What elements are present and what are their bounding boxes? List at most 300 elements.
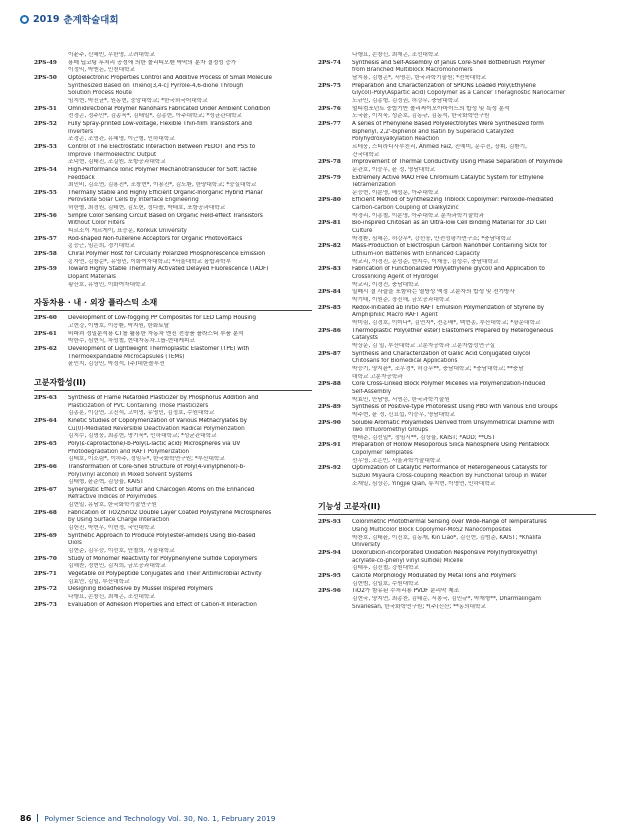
entry-title-line bbox=[34, 571, 312, 579]
entry-code: 2PS-68 bbox=[34, 509, 57, 516]
entry-text: 김현일, 유남호, 한국화학기술연구원 bbox=[68, 502, 157, 509]
entry-text: Biphenyl, 2,2'-biphenol and Isatin by Superacid Catalyzed bbox=[352, 128, 514, 135]
entry-code bbox=[318, 251, 352, 259]
entry-code: 2PS-93 bbox=[318, 519, 341, 526]
entry-title-line bbox=[34, 315, 312, 323]
entry-text: Poly(vinyl alcohol) in Mixed Solvent Systems bbox=[68, 471, 193, 478]
entry-title-line bbox=[34, 60, 312, 68]
entry-code: 2PS-76 bbox=[318, 105, 341, 112]
entry-text: 황산호, 유영민, 이화여자대학교 bbox=[68, 281, 146, 288]
entry-author-line bbox=[34, 433, 312, 441]
entry-code bbox=[34, 594, 68, 602]
entry-text: Self-Assembly bbox=[352, 388, 392, 395]
entry-code: 2PS-61 bbox=[34, 330, 57, 337]
entry-text: Fabrication of TiO2/SnO2 Double Layer Coated Polystyrene Microspheres bbox=[68, 509, 272, 516]
entry-code bbox=[318, 435, 352, 443]
entry-code bbox=[318, 427, 352, 435]
entry-title-line bbox=[34, 106, 312, 114]
entry-code bbox=[318, 335, 352, 343]
entry-author-line bbox=[318, 282, 596, 290]
entry-code: 2PS-79 bbox=[318, 174, 341, 181]
entry-code: 2PS-65 bbox=[34, 440, 57, 447]
entry-author-line bbox=[318, 136, 596, 144]
entry-author-line bbox=[34, 449, 312, 457]
entry-author-line bbox=[318, 397, 596, 405]
entry-text: 윤인지, 김상민, 박정석, (주)대한솔루션 bbox=[68, 361, 165, 368]
entry-author-line bbox=[318, 596, 596, 604]
entry-text: Vegetable oil Polypeptide Conjugates and Their Antimicrobial Activity bbox=[68, 571, 262, 578]
entry-code: 2PS-91 bbox=[318, 442, 341, 449]
page-number: 86 bbox=[20, 813, 32, 823]
entry-author-line bbox=[34, 129, 312, 137]
entry-title-line bbox=[318, 381, 596, 389]
entry-text: Poly(ε-caprolactone)-b-Poly(L-lactic acid) Microspheres via UV bbox=[68, 440, 241, 447]
entry-text: 박교리, 이경진, 충남대학교 bbox=[352, 281, 419, 288]
entry-code: 2PS-88 bbox=[318, 381, 341, 388]
entry-code bbox=[34, 83, 68, 91]
entry-text: Lithium-ion Batteries with Enhanced Capacity bbox=[352, 251, 480, 258]
entry-code bbox=[34, 517, 68, 525]
entry-code bbox=[318, 129, 352, 137]
entry-title-line bbox=[318, 588, 596, 596]
entry-title-line bbox=[34, 464, 312, 472]
entry-title-line bbox=[34, 556, 312, 564]
entry-code: 2PS-85 bbox=[318, 304, 341, 311]
entry-code bbox=[34, 410, 68, 418]
entry-title-line bbox=[34, 395, 312, 403]
entry-code bbox=[318, 473, 352, 481]
entry-author-line bbox=[34, 579, 312, 587]
entry-author-line bbox=[318, 213, 596, 221]
entry-title-line bbox=[34, 75, 312, 83]
entry-text: Synthesis of Flame Retarded Plasticizer by Phosphorus Addition and bbox=[68, 394, 259, 401]
entry-author-line bbox=[318, 527, 596, 535]
entry-author-line bbox=[34, 563, 312, 571]
entry-list-functional-polymers bbox=[318, 519, 596, 611]
entry-code: 2PS-56 bbox=[34, 212, 57, 219]
entry-code bbox=[34, 90, 68, 98]
entry-code bbox=[34, 456, 68, 464]
entry-code bbox=[318, 75, 352, 83]
entry-title-line bbox=[34, 144, 312, 152]
entry-code bbox=[34, 563, 68, 571]
entry-text: Chitosans for Biomedical Applications bbox=[352, 358, 458, 365]
entry-code bbox=[318, 389, 352, 397]
entry-code: 2PS-60 bbox=[34, 315, 57, 322]
entry-code bbox=[318, 98, 352, 106]
entry-code bbox=[34, 433, 68, 441]
entry-title-line bbox=[318, 175, 596, 183]
entry-code bbox=[34, 479, 68, 487]
entry-text: 멀티컴포넌트 중합기반 폴리싸이오아마이드의 합성 및 특성 분석 bbox=[352, 105, 510, 112]
entry-author-line bbox=[34, 67, 312, 75]
entry-title-line bbox=[34, 487, 312, 495]
entry-text: Transformation of Core-Shell Structure of Poly(4-vinylphenol)-b- bbox=[68, 463, 246, 470]
entry-title-line bbox=[34, 190, 312, 198]
entry-text: Synthesis and Self-Assembly of Janus Core-Shell Bottlebrush Polymer bbox=[352, 59, 546, 66]
entry-text: Synthetic Approach to Produce Poly(ester-amide)s Using Bio-based bbox=[68, 532, 256, 539]
entry-text: Fabrication of Functionalized Poly(ethylene glycol) and Application to bbox=[352, 266, 545, 273]
entry-author-line bbox=[318, 312, 596, 320]
section-heading-automotive-plastics: 자동차용 · 내 · 외장 플라스틱 소재 bbox=[34, 298, 312, 311]
entry-text: 비파괴 정밀분석용 CT를 활용한 자동차 엔진 전장품 플라스틱 부품 분석 bbox=[68, 330, 244, 337]
entry-code bbox=[318, 481, 352, 489]
entry-text: 김태호, 이소림*, 이하주, 정임두*, 한국화학연구원; *부산대학교 bbox=[68, 456, 225, 463]
entry-author-line bbox=[318, 358, 596, 366]
entry-text: Plasticization of PVC Containing Those Plasticizers bbox=[68, 402, 209, 409]
entry-author-line bbox=[318, 98, 596, 106]
entry-text: Carbon-carbon Coupling of Dialkylzinc bbox=[352, 205, 459, 212]
entry-author-line bbox=[318, 167, 596, 175]
entry-author-line bbox=[34, 410, 312, 418]
entry-text: Polyhydroxyalkylation Reaction bbox=[352, 136, 439, 143]
entry-text: 남지용, 김형곤*, 서명은, 한국과학기술원; *전북대학교 bbox=[352, 74, 487, 81]
entry-text: Synthesized Based on Thieno[3,4-c] Pyrrole-4,6-dione Through bbox=[68, 82, 244, 89]
entry-code bbox=[318, 320, 352, 328]
entry-code bbox=[34, 113, 68, 121]
entry-text: Thermoplastic Poly(ether ester) Elastomers Prepared by Heterogeneous bbox=[352, 327, 554, 334]
entry-code bbox=[34, 282, 68, 290]
entry-code: 2PS-80 bbox=[318, 197, 341, 204]
entry-code bbox=[318, 152, 352, 160]
entry-text: 나행요, 손창신, 최재곤, 조선대학교 bbox=[352, 52, 439, 58]
entry-code: 2PS-84 bbox=[318, 289, 341, 296]
entry-text: Solution Process Route bbox=[68, 90, 132, 97]
entry-text: Photodegradation and RAFT Polymerization bbox=[68, 448, 190, 455]
entry-text: Catalysts bbox=[352, 335, 378, 342]
entry-author-line bbox=[34, 472, 312, 480]
entry-text: Redox-Initiated ab Initio RAFT Emulsion Polymerization of Styrene by bbox=[352, 304, 544, 311]
entry-code: 2PS-83 bbox=[318, 266, 341, 273]
entry-title-line bbox=[318, 519, 596, 527]
entry-code bbox=[34, 579, 68, 587]
entry-author-line bbox=[318, 565, 596, 573]
entry-code: 2PS-87 bbox=[318, 350, 341, 357]
entry-text: 박기태, 이원준, 장진해, 금오공과대학교 bbox=[352, 297, 450, 303]
entry-code: 2PS-92 bbox=[318, 465, 341, 472]
entry-text: Using Multicolor Block Copolymer-MoS2 Nanocomposites bbox=[352, 527, 512, 534]
entry-title-line bbox=[318, 121, 596, 129]
entry-author-line bbox=[318, 320, 596, 328]
entry-author-line bbox=[318, 236, 596, 244]
entry-text: 나행요, 손창신, 최재곤, 조선대학교 bbox=[68, 594, 155, 600]
entry-text: 조덕현, 김태진, 조길원, 포항공과대학교 bbox=[68, 159, 166, 166]
entry-code bbox=[318, 167, 352, 175]
entry-text: Optoelectronic Properties Control and Additive Process of Small Molecule bbox=[68, 74, 272, 81]
entry-code bbox=[318, 458, 352, 466]
entry-author-line bbox=[34, 90, 312, 98]
entry-author-line bbox=[34, 205, 312, 213]
entry-author-line bbox=[318, 435, 596, 443]
entry-code bbox=[34, 182, 68, 190]
entry-list-automotive-plastics bbox=[34, 315, 312, 369]
entry-text: 김태후, 김진철, 강원대학교 bbox=[352, 565, 419, 572]
entry-text: 이윤주, 신혜빈, 우한영, 고려대학교 bbox=[68, 52, 155, 58]
entry-text: Suzuki Miyaura Cross-coupling Reaction By Functional Group in Water bbox=[352, 473, 547, 480]
entry-text: Copolymer Templates bbox=[352, 450, 413, 457]
entry-author-line bbox=[318, 604, 596, 612]
entry-title-line bbox=[34, 441, 312, 449]
entry-code bbox=[318, 282, 352, 290]
entry-text: 김해찬, 정현민, 김지희, 금오공과대학교 bbox=[68, 563, 166, 570]
entry-code: 2PS-73 bbox=[34, 601, 57, 608]
entry-text: 박교리, 이경진, 문성준, 엔지수, 이재웅, 김성수, 충남대학교 bbox=[352, 258, 499, 265]
entry-code: 2PS-52 bbox=[34, 120, 57, 127]
entry-code: 2PS-66 bbox=[34, 463, 57, 470]
entry-text: 최민비, 김소연, 김용진*, 조창현*, 이용진*, 김도환, 한양대학교; *숭실대학교 bbox=[68, 182, 257, 189]
entry-code bbox=[34, 52, 68, 60]
entry-text: 박승기, 양지윤*, 조우경*, 허강무**, 충남대학교; *충남대학교; **충남 bbox=[352, 365, 524, 372]
entry-text: 소재일, 심상은, Yingjie Qian, 류지현, 이명연, 인하대학교 bbox=[352, 480, 496, 487]
entry-title-line bbox=[318, 60, 596, 68]
entry-text: Glycol)-Poly(Aspartic acid) Copolymer as a Cancer Theragnostic Nanocarrier bbox=[352, 90, 566, 97]
entry-text: 박경환, 심혜은, 허강무*, 강선웅, 안전성평가연구소; *충남대학교 bbox=[352, 235, 512, 242]
entry-code: 2PS-58 bbox=[34, 251, 57, 258]
entry-code: 2PS-54 bbox=[34, 166, 57, 173]
entry-author-line bbox=[34, 113, 312, 121]
entry-text: Thermoexpandable Microcapsules (TEMs) bbox=[68, 353, 185, 360]
entry-list-polymer-synthesis-cont bbox=[318, 52, 596, 488]
right-column bbox=[318, 52, 596, 611]
entry-text: Doxorubicin-incorporated Oxidation Responsive Poly(hydroxyethyl bbox=[352, 550, 538, 557]
entry-code: 2PS-57 bbox=[34, 235, 57, 242]
entry-text: from Branched Multiblock Macromonomers bbox=[352, 67, 473, 74]
entry-title-line bbox=[34, 213, 312, 221]
entry-text: Synergistic Effect of Sulfur and Chalcogen Atoms on the Enhanced bbox=[68, 486, 255, 493]
entry-text: Feedback bbox=[68, 174, 95, 181]
entry-title-line bbox=[34, 586, 312, 594]
entry-author-line bbox=[318, 297, 596, 305]
entry-text: 박찬호, 김태윤, 이진호, 김동재, Kin Liao*, 김신현, 김범준, KAIST; *Khalifa bbox=[352, 534, 542, 541]
entry-title-line bbox=[318, 220, 596, 228]
entry-code: 2PS-62 bbox=[34, 345, 57, 352]
entry-text: Refractive Indices of Polyimides bbox=[68, 494, 157, 501]
entry-author-line bbox=[318, 228, 596, 236]
entry-code bbox=[34, 228, 68, 236]
entry-code bbox=[34, 354, 68, 362]
entry-author-line bbox=[34, 323, 312, 331]
entry-author-line bbox=[34, 52, 312, 60]
entry-title-line bbox=[318, 420, 596, 428]
entry-code bbox=[34, 472, 68, 480]
entry-author-line bbox=[34, 228, 312, 236]
entry-code bbox=[318, 205, 352, 213]
entry-author-line bbox=[318, 473, 596, 481]
entry-text: Calcite Morphology Modulated by Metal Ions and Polymers bbox=[352, 573, 516, 579]
entry-code bbox=[34, 175, 68, 183]
entry-code bbox=[34, 403, 68, 411]
entry-text: Study of Monomer Reactivity for Polyphenylene Sulfide Copolymers bbox=[68, 555, 258, 562]
entry-code: 2PS-77 bbox=[318, 120, 341, 127]
entry-text: Dopant Materials bbox=[68, 274, 116, 281]
entry-code bbox=[318, 190, 352, 198]
entry-code bbox=[318, 136, 352, 144]
entry-title-line bbox=[34, 331, 312, 339]
entry-text: Synthesis and Characterization of Gallic Acid Conjugated Glycol bbox=[352, 350, 531, 357]
entry-text: 티르소이 게르게이, 표승문, Konkuk University bbox=[68, 228, 187, 235]
entry-code bbox=[34, 274, 68, 282]
entry-text: 노규민, 김종형, 김정권, 허강무, 충남대학교 bbox=[352, 97, 459, 104]
entry-title-line bbox=[318, 573, 596, 581]
entry-author-line bbox=[34, 594, 312, 602]
entry-author-line bbox=[34, 548, 312, 556]
entry-text: Control of The Electrostatic Interaction Between PEDOT and PSS to bbox=[68, 143, 256, 150]
entry-list-organic-electronics bbox=[34, 52, 312, 289]
entry-code bbox=[318, 113, 352, 121]
entry-code bbox=[34, 449, 68, 457]
entry-author-line bbox=[34, 540, 312, 548]
entry-code bbox=[34, 152, 68, 160]
entry-text: Culture bbox=[352, 228, 373, 235]
entry-code: 2PS-96 bbox=[318, 588, 341, 595]
entry-code: 2PS-72 bbox=[34, 586, 57, 593]
entry-code bbox=[318, 297, 352, 305]
entry-author-line bbox=[34, 83, 312, 91]
entry-text: 르테웅, 스티라디사부친리, Ahmed Faiz, 진예미, 문수진, 장휘, 김환기, bbox=[352, 143, 527, 150]
entry-text: 김현준, 김우승, 이선호, 안철희, 서울대학교 bbox=[68, 548, 175, 555]
entry-code bbox=[34, 197, 68, 205]
entry-text: 노국윤, 이지욱, 성준호, 김동규, 김동석, 한국화학연구원 bbox=[352, 113, 490, 120]
entry-author-line bbox=[318, 343, 596, 351]
entry-text: Efficient Method of Synthesizing Triblock Copolymer: Peroxide-mediated bbox=[352, 197, 554, 204]
entry-author-line bbox=[318, 129, 596, 137]
entry-author-line bbox=[318, 52, 596, 60]
entry-author-line bbox=[318, 450, 596, 458]
entry-code: 2PS-78 bbox=[318, 159, 341, 166]
entry-text: Cu(0)-Mediated Reversible Deactivation Radical Polymerization bbox=[68, 425, 245, 432]
entry-code bbox=[34, 540, 68, 548]
entry-author-line bbox=[318, 205, 596, 213]
entry-code: 2PS-67 bbox=[34, 486, 57, 493]
entry-title-line bbox=[34, 533, 312, 541]
entry-text: Improve Thermoelectric Output bbox=[68, 151, 157, 158]
entry-text: Optimization of Catalytic Performance of Heterogeneous Catalysts for bbox=[352, 465, 548, 472]
entry-title-line bbox=[34, 167, 312, 175]
entry-text: Preparation of Hollow Mesoporous Silica Nanosphere Using Pentablock bbox=[352, 442, 550, 449]
entry-text: 박상운, 김 일, 부산대학교 고분자공학과 고분자합성연구실 bbox=[352, 342, 495, 349]
entry-code bbox=[34, 129, 68, 137]
entry-text: by Using Surface Charge Interaction bbox=[68, 517, 170, 524]
entry-author-line bbox=[34, 274, 312, 282]
entry-author-line bbox=[34, 403, 312, 411]
entry-code bbox=[318, 535, 352, 543]
entry-code: 2PS-94 bbox=[318, 550, 341, 557]
entry-text: Without Color Filters bbox=[68, 220, 125, 227]
entry-author-line bbox=[318, 67, 596, 75]
left-column bbox=[34, 52, 312, 609]
entry-code bbox=[34, 494, 68, 502]
entry-title-line bbox=[318, 328, 596, 336]
entry-title-line bbox=[318, 351, 596, 359]
entry-text: Mass-Production of Electrospun Carbon Nanofiber Containing SiOx for bbox=[352, 243, 547, 250]
entry-code: 2PS-70 bbox=[34, 555, 57, 562]
entry-text: 김종훈, 이강연, 고진석, 고미영, 유영민, 김정호, 수원대학교 bbox=[68, 410, 215, 417]
entry-code bbox=[34, 548, 68, 556]
entry-title-line bbox=[318, 106, 596, 114]
entry-code bbox=[318, 343, 352, 351]
entry-text: 박한수, 심현식, 차성철, 현대자동차그룹-현대케피코 bbox=[68, 338, 195, 345]
entry-code: 2PS-69 bbox=[34, 532, 57, 539]
entry-author-line bbox=[318, 335, 596, 343]
entry-author-line bbox=[318, 251, 596, 259]
entry-author-line bbox=[34, 525, 312, 533]
entry-text: Simple Color Sensing Circuit Based on Organic Field-effect Transistors bbox=[68, 212, 263, 219]
entry-code bbox=[318, 581, 352, 589]
entry-text: Diols bbox=[68, 540, 82, 547]
entry-text: Tetramerization bbox=[352, 182, 396, 189]
entry-text: Rod-shaped Non-fullerene Acceptors for Organic Photovoltaics bbox=[68, 235, 243, 242]
entry-code: 2PS-95 bbox=[318, 573, 341, 579]
entry-code: 2PS-82 bbox=[318, 243, 341, 250]
entry-author-line bbox=[34, 494, 312, 502]
entry-text: 홍자연, 김창순*, 유영민, 이화여자대학교; *서울대학교 융합과학부 bbox=[68, 258, 232, 265]
entry-text: 건국대학교 bbox=[352, 151, 380, 158]
entry-author-line bbox=[34, 98, 312, 106]
entry-code bbox=[318, 274, 352, 282]
entry-text: 박효민, 안남영, 서명은, 한국과학기술원 bbox=[352, 396, 450, 403]
entry-author-line bbox=[318, 389, 596, 397]
entry-author-line bbox=[318, 113, 596, 121]
entry-code: 2PS-63 bbox=[34, 394, 57, 401]
entry-title-line bbox=[318, 266, 596, 274]
entry-code: 2PS-81 bbox=[318, 220, 341, 227]
entry-title-line bbox=[34, 418, 312, 426]
entry-code bbox=[34, 98, 68, 106]
circle-bullet-icon bbox=[20, 15, 29, 24]
entry-text: 김효안, 김일, 부산대학교 bbox=[68, 578, 130, 585]
entry-text: 홍승근, 임은희, 경기대학교 bbox=[68, 243, 135, 250]
entry-code: 2PS-64 bbox=[34, 417, 57, 424]
page-footer bbox=[20, 813, 606, 823]
entry-text: acrylate-co-phenyl vinyl sulfide) Micelle bbox=[352, 557, 463, 564]
entry-text: 이정익, 박엔돈, 인천대학교 bbox=[68, 67, 135, 74]
entry-code bbox=[318, 213, 352, 221]
entry-text: Fully Spray-printed Low-voltage, Flexible Thin-film Transistors and bbox=[68, 120, 252, 127]
entry-code bbox=[318, 565, 352, 573]
entry-code bbox=[318, 374, 352, 382]
entry-code bbox=[34, 426, 68, 434]
entry-author-line bbox=[34, 182, 312, 190]
entry-text: Omnidirectional Polymer Nanohairs Fabricated Under Ambient Condition bbox=[68, 105, 271, 112]
entry-text: Thermally Stable and Highly Efficient Organic-Inorganic Hybrid Planar bbox=[68, 189, 263, 196]
entry-author-line bbox=[34, 354, 312, 362]
entry-author-line bbox=[318, 535, 596, 543]
entry-code bbox=[318, 67, 352, 75]
entry-author-line bbox=[318, 366, 596, 374]
entry-author-line bbox=[34, 338, 312, 346]
entry-author-line bbox=[318, 458, 596, 466]
entry-code: 2PS-53 bbox=[34, 143, 57, 150]
entry-code bbox=[318, 236, 352, 244]
entry-text: Inverters bbox=[68, 128, 94, 135]
entry-code: 2PS-51 bbox=[34, 105, 57, 112]
entry-code bbox=[318, 90, 352, 98]
entry-title-line bbox=[318, 83, 596, 91]
entry-code: 2PS-59 bbox=[34, 266, 57, 273]
entry-code: 2PS-50 bbox=[34, 74, 57, 81]
entry-author-line bbox=[34, 197, 312, 205]
entry-code bbox=[34, 67, 68, 75]
entry-text: 용매 딥코팅 후처리 공정에 의한 폴리티오펜 박막의 분자 결정성 증가 bbox=[68, 59, 237, 66]
entry-author-line bbox=[34, 502, 312, 510]
entry-code bbox=[318, 312, 352, 320]
entry-text: 박경리, 이종철, 이분영, 아주대학교 분자과학기술학과 bbox=[352, 212, 485, 219]
footer-divider bbox=[37, 814, 38, 822]
entry-author-line bbox=[34, 282, 312, 290]
entry-code bbox=[34, 243, 68, 251]
entry-title-line bbox=[318, 243, 596, 251]
entry-text: Synthesis of Positive-type Photoresist Using PBO with Various End Groups bbox=[352, 404, 558, 411]
